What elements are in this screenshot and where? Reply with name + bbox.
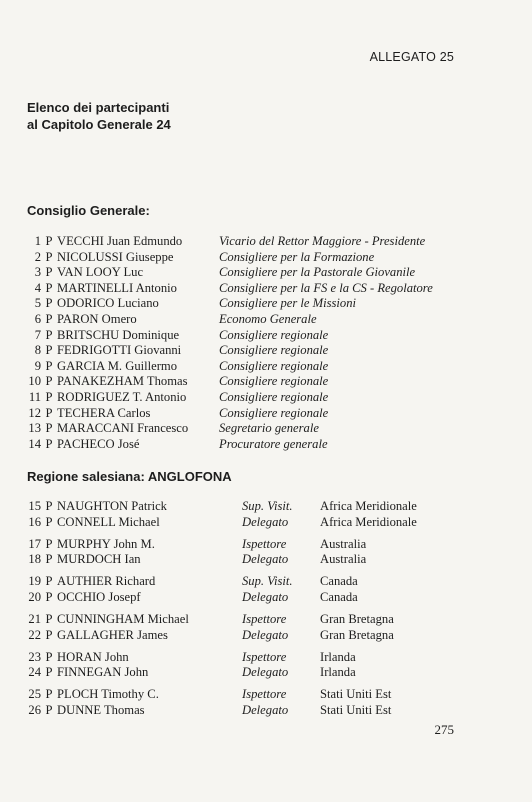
member-name: TECHERA Carlos: [57, 405, 151, 420]
row-title-letter: P: [45, 514, 53, 529]
row-number: 19: [28, 574, 41, 589]
member-name: HORAN John: [57, 649, 129, 664]
table-row: [27, 665, 467, 681]
member-name: GARCIA M. Guillermo: [57, 358, 177, 373]
table-row: [27, 265, 467, 281]
member-name: PACHECO José: [57, 436, 140, 451]
row-title-letter: P: [45, 552, 53, 567]
row-title-letter: P: [45, 649, 53, 664]
row-title-letter: P: [45, 296, 53, 311]
title-line-1: Elenco dei partecipanti: [27, 100, 170, 115]
row-title-letter: P: [45, 612, 53, 627]
member-role: Delegato: [242, 627, 289, 642]
member-province: Africa Meridionale: [320, 514, 417, 529]
table-row: [27, 390, 467, 406]
table-row: [27, 406, 467, 422]
row-number: 11: [28, 389, 41, 404]
member-name: PANAKEZHAM Thomas: [57, 374, 188, 389]
table-row: [27, 590, 467, 606]
member-name: VECCHI Juan Edmundo: [57, 234, 183, 248]
member-entry: [27, 499, 242, 515]
row-number: 5: [34, 296, 41, 311]
member-role: Vicario del Rettor Maggiore - Presidente: [219, 234, 426, 248]
member-role: Consigliere per la FS e la CS - Regolatore: [219, 280, 433, 295]
member-name: CONNELL Michael: [57, 514, 160, 529]
member-role: Segretario generale: [219, 421, 319, 436]
table-row: [27, 312, 467, 328]
member-province: Canada: [320, 574, 358, 589]
table-row: [27, 537, 467, 553]
member-role: Delegato: [242, 703, 289, 718]
member-name: PLOCH Timothy C.: [57, 687, 159, 702]
council-heading: Consiglio Generale:: [27, 203, 150, 218]
row-title-letter: P: [45, 374, 53, 389]
row-title-letter: P: [45, 343, 53, 358]
row-number: 1: [34, 234, 41, 248]
member-role: Delegato: [242, 514, 289, 529]
row-group: [27, 537, 467, 568]
table-row: [27, 437, 467, 453]
table-row: [27, 374, 467, 390]
row-number: 26: [28, 703, 41, 718]
table-row: [27, 515, 467, 531]
member-entry: [27, 515, 242, 531]
row-title-letter: P: [45, 234, 53, 248]
row-title-letter: P: [45, 249, 53, 264]
member-name: MARACCANI Francesco: [57, 421, 189, 436]
row-group: [27, 499, 467, 530]
member-entry: [27, 650, 242, 666]
row-title-letter: P: [45, 665, 53, 680]
member-name: PARON Omero: [57, 311, 137, 326]
member-entry: [27, 628, 242, 644]
table-row: [27, 281, 467, 297]
member-role: Ispettore: [242, 612, 287, 627]
member-name: MARTINELLI Antonio: [57, 280, 177, 295]
member-entry: [27, 687, 242, 703]
page-number: 275: [434, 722, 454, 737]
row-number: 22: [28, 627, 41, 642]
row-number: 23: [28, 649, 41, 664]
row-title-letter: P: [45, 703, 53, 718]
member-role: Procuratore generale: [219, 436, 328, 451]
member-role: Sup. Visit.: [242, 499, 293, 513]
table-row: [27, 343, 467, 359]
member-entry: [27, 574, 242, 590]
row-number: 18: [28, 552, 41, 567]
row-title-letter: P: [45, 436, 53, 451]
row-title-letter: P: [45, 311, 53, 326]
member-name: FINNEGAN John: [57, 665, 149, 680]
row-number: 7: [34, 327, 41, 342]
member-name: ODORICO Luciano: [57, 296, 159, 311]
region-list: [27, 499, 467, 725]
row-number: 8: [34, 343, 41, 358]
member-name: VAN LOOY Luc: [57, 265, 144, 280]
member-name: AUTHIER Richard: [57, 574, 156, 589]
row-number: 15: [28, 499, 41, 513]
member-name: RODRIGUEZ T. Antonio: [57, 389, 187, 404]
member-role: Ispettore: [242, 536, 287, 551]
row-title-letter: P: [45, 265, 53, 280]
member-role: Consigliere per le Missioni: [219, 296, 357, 311]
member-role: Consigliere regionale: [219, 343, 329, 358]
member-province: Stati Uniti Est: [320, 687, 392, 702]
member-role: Consigliere regionale: [219, 405, 329, 420]
member-province: Canada: [320, 589, 358, 604]
member-province: Africa Meridionale: [320, 499, 417, 513]
member-name: MURPHY John M.: [57, 536, 155, 551]
table-row: [27, 328, 467, 344]
member-entry: [27, 612, 242, 628]
page-title: [27, 99, 171, 133]
member-province: Gran Bretagna: [320, 612, 394, 627]
member-role: Delegato: [242, 665, 289, 680]
row-title-letter: P: [45, 574, 53, 589]
member-province: Irlanda: [320, 649, 356, 664]
row-number: 13: [28, 421, 41, 436]
member-role: Consigliere regionale: [219, 389, 329, 404]
row-title-letter: P: [45, 389, 53, 404]
row-title-letter: P: [45, 589, 53, 604]
row-number: 20: [28, 589, 41, 604]
member-role: Ispettore: [242, 687, 287, 702]
row-number: 9: [34, 358, 41, 373]
row-group: [27, 687, 467, 718]
table-row: [27, 650, 467, 666]
member-province: Gran Bretagna: [320, 627, 394, 642]
member-name: NICOLUSSI Giuseppe: [57, 249, 174, 264]
member-name: MURDOCH Ian: [57, 552, 141, 567]
title-line-2: al Capitolo Generale 24: [27, 117, 171, 132]
table-row: [27, 552, 467, 568]
member-role: Delegato: [242, 552, 289, 567]
member-role: Consigliere regionale: [219, 358, 329, 373]
row-number: 24: [28, 665, 41, 680]
member-province: Stati Uniti Est: [320, 703, 392, 718]
member-name: BRITSCHU Dominique: [57, 327, 180, 342]
member-role: Sup. Visit.: [242, 574, 293, 589]
row-number: 4: [34, 280, 41, 295]
table-row: [27, 574, 467, 590]
member-name: OCCHIO Josepf: [57, 589, 141, 604]
table-row: [27, 421, 467, 437]
member-name: GALLAGHER James: [57, 627, 168, 642]
table-row: [27, 234, 467, 250]
member-role: Economo Generale: [219, 311, 317, 326]
member-entry: [27, 552, 242, 568]
member-name: DUNNE Thomas: [57, 703, 145, 718]
row-number: 14: [28, 436, 41, 451]
row-group: [27, 650, 467, 681]
member-entry: [27, 703, 242, 719]
page-header: ALLEGATO 25: [369, 50, 454, 64]
row-title-letter: P: [45, 421, 53, 436]
row-number: 12: [28, 405, 41, 420]
row-title-letter: P: [45, 499, 53, 513]
table-row: [27, 359, 467, 375]
row-title-letter: P: [45, 627, 53, 642]
member-name: CUNNINGHAM Michael: [57, 612, 189, 627]
row-title-letter: P: [45, 280, 53, 295]
row-group: [27, 612, 467, 643]
row-number: 6: [34, 311, 41, 326]
row-number: 2: [34, 249, 41, 264]
row-title-letter: P: [45, 687, 53, 702]
row-number: 25: [28, 687, 41, 702]
member-role: Delegato: [242, 589, 289, 604]
council-list: [27, 234, 467, 452]
table-row: [27, 499, 467, 515]
member-role: Ispettore: [242, 649, 287, 664]
member-province: Australia: [320, 552, 367, 567]
row-title-letter: P: [45, 358, 53, 373]
row-number: 21: [28, 612, 41, 627]
member-name: NAUGHTON Patrick: [57, 499, 167, 513]
member-entry: [27, 665, 242, 681]
row-group: [27, 574, 467, 605]
member-province: Irlanda: [320, 665, 356, 680]
region-heading: Regione salesiana: ANGLOFONA: [27, 469, 232, 484]
member-role: Consigliere per la Formazione: [219, 249, 375, 264]
row-number: 3: [34, 265, 41, 280]
member-role: Consigliere per la Pastorale Giovanile: [219, 265, 416, 280]
table-row: [27, 687, 467, 703]
row-title-letter: P: [45, 327, 53, 342]
row-number: 16: [28, 514, 41, 529]
table-row: [27, 296, 467, 312]
member-name: FEDRIGOTTI Giovanni: [57, 343, 182, 358]
table-row: [27, 612, 467, 628]
member-province: Australia: [320, 536, 367, 551]
member-entry: [27, 590, 242, 606]
row-title-letter: P: [45, 536, 53, 551]
table-row: [27, 250, 467, 266]
member-role: Consigliere regionale: [219, 327, 329, 342]
table-row: [27, 703, 467, 719]
row-number: 17: [28, 536, 41, 551]
member-role: Consigliere regionale: [219, 374, 329, 389]
row-number: 10: [28, 374, 41, 389]
member-entry: [27, 537, 242, 553]
row-title-letter: P: [45, 405, 53, 420]
table-row: [27, 628, 467, 644]
